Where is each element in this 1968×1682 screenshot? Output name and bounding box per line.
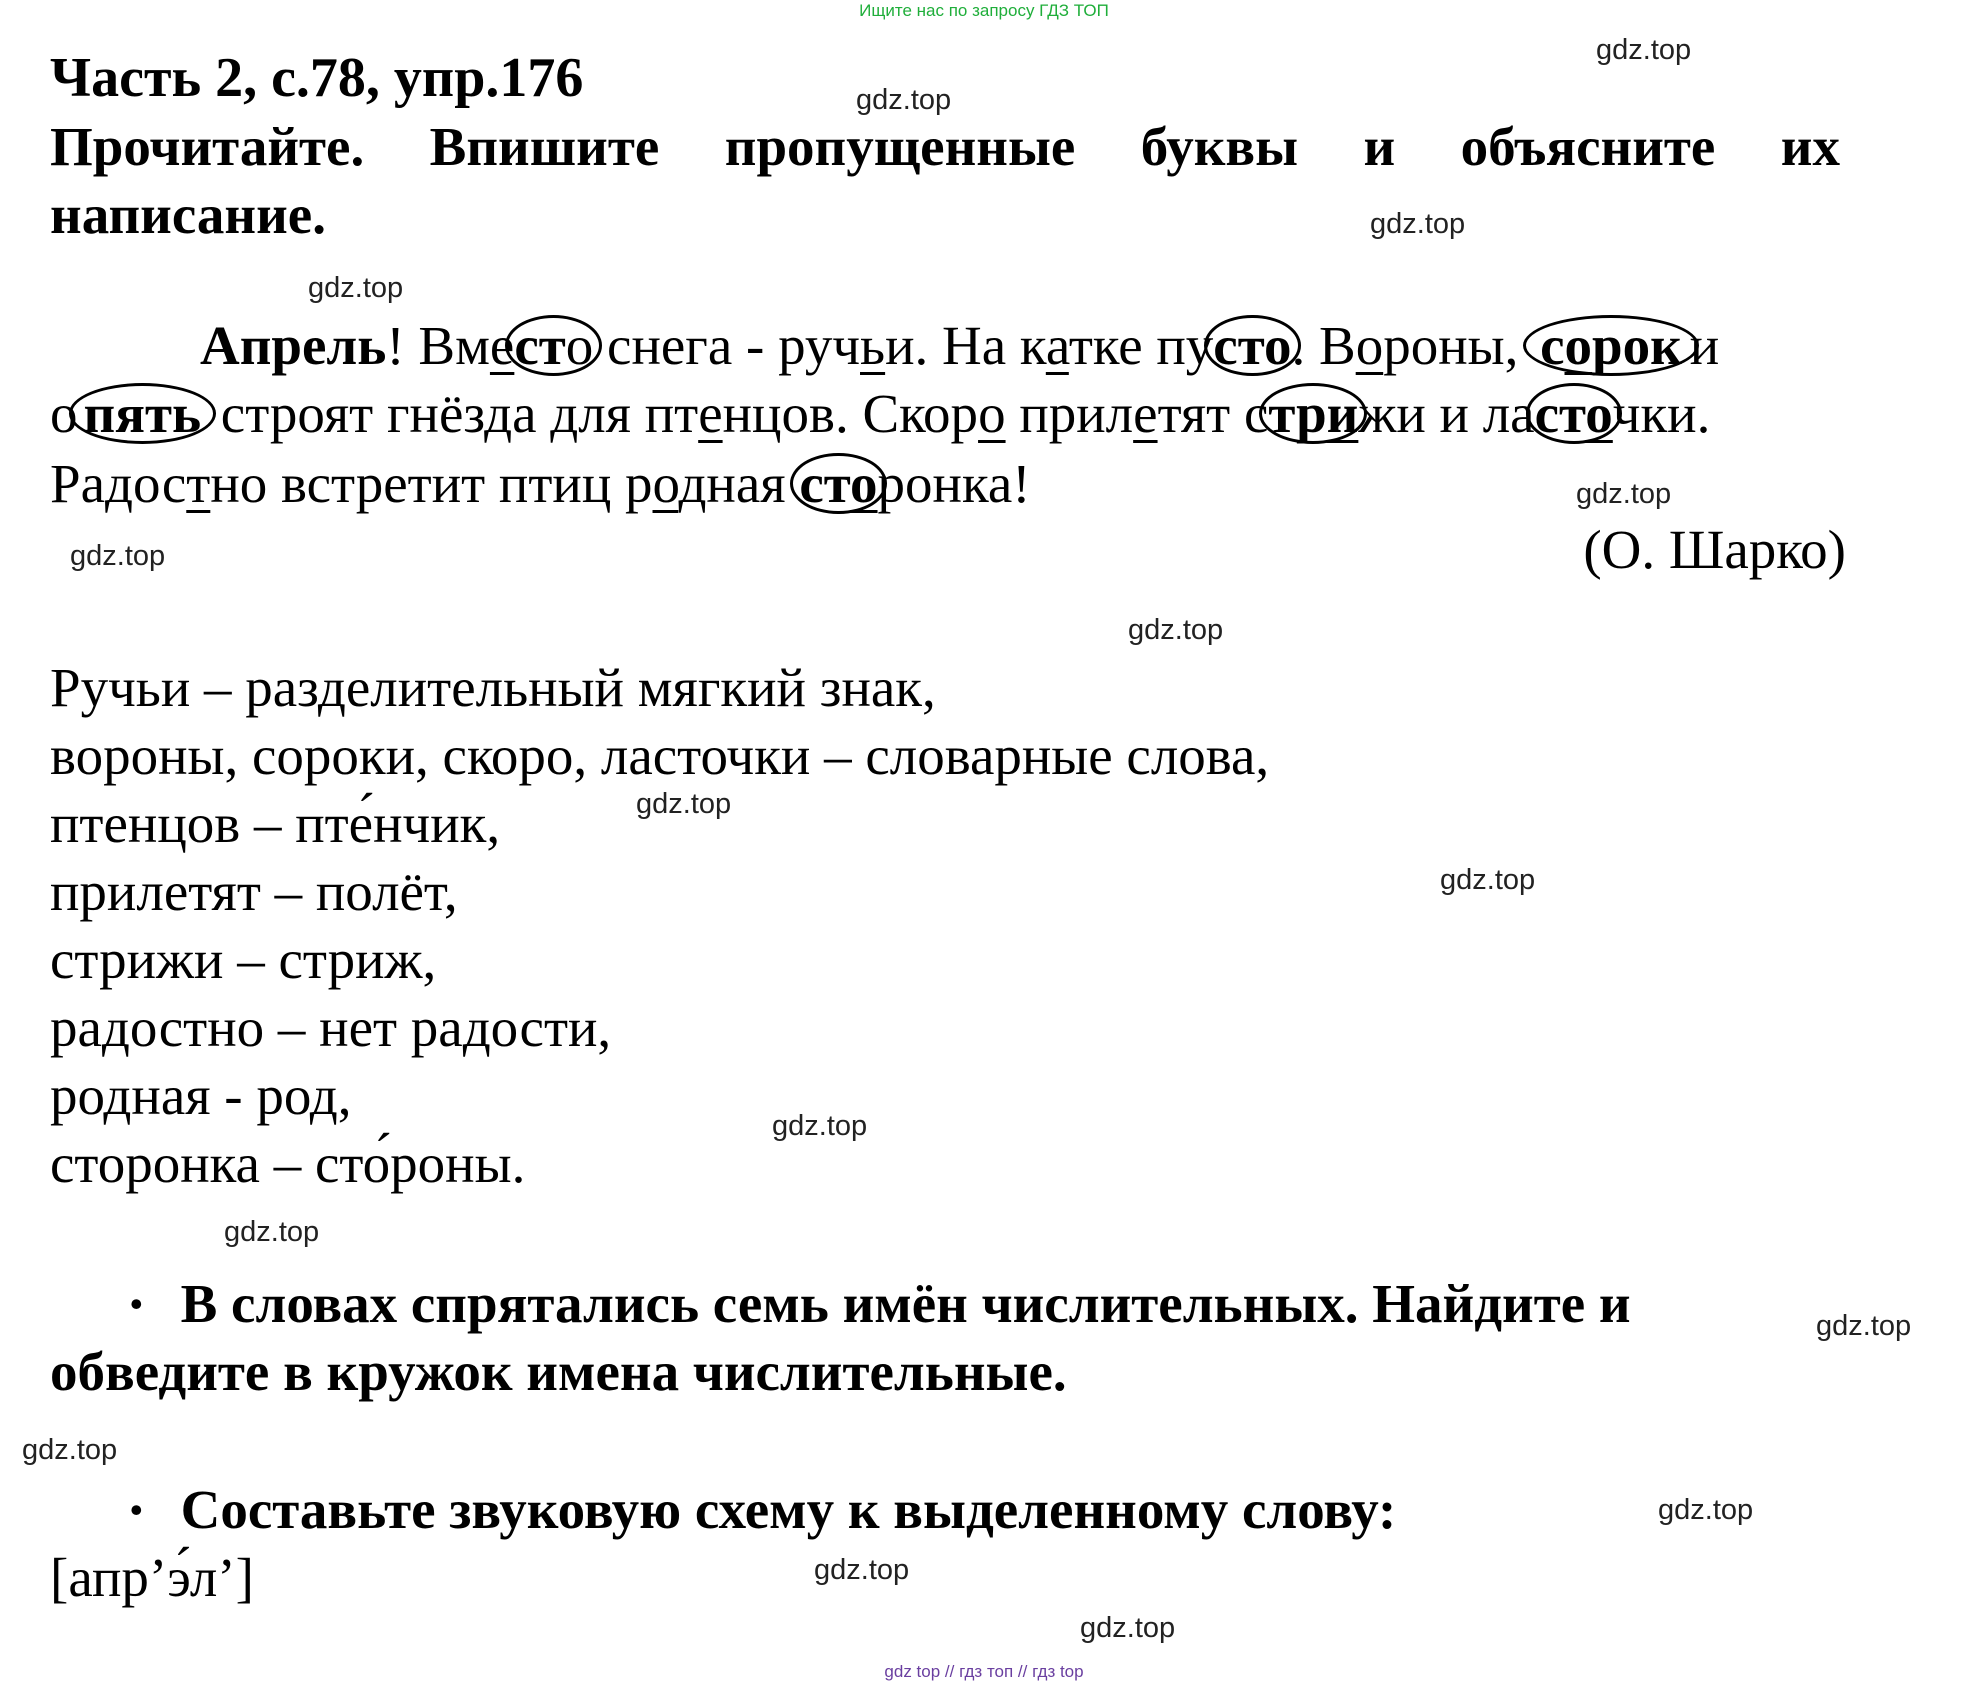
watermark: gdz.top (1816, 1310, 1912, 1342)
inserted-letter: е (489, 315, 515, 376)
numeral-text: с (1540, 315, 1565, 376)
bullet-task-1 (130, 1272, 1631, 1335)
text-fragment: дная (678, 453, 800, 514)
text-fragment: но встретит птиц р (210, 453, 653, 514)
watermark: gdz.top (1080, 1612, 1176, 1644)
text-fragment: Радос (50, 453, 187, 514)
answer-line: радостно – нет радости, (50, 997, 612, 1058)
numeral-text: тр (1268, 383, 1327, 444)
page-title: Часть 2, с.78, упр.176 (50, 47, 584, 109)
text-fragment: прил (1005, 383, 1134, 444)
text-fragment: роны, (1383, 315, 1533, 376)
watermark: gdz.top (772, 1110, 868, 1142)
text-fragment: чки. (1612, 383, 1711, 444)
text-fragment: тке пу (1068, 315, 1214, 376)
watermark: gdz.top (1658, 1494, 1754, 1526)
inserted-letter: е (1133, 383, 1158, 444)
bullet-text: В словах спрятались семь имён числительных. Найдите и (180, 1273, 1631, 1334)
answer-line: прилетят – полёт, (50, 861, 458, 922)
text-fragment: и. На к (885, 315, 1046, 376)
text-fragment: . В (1291, 315, 1356, 376)
text-fragment: снега - руч (593, 315, 861, 376)
numeral-text: ст (514, 315, 566, 376)
inserted-letter: т (186, 453, 211, 514)
answer-line: птенцов – пте́нчик, (50, 793, 501, 854)
numeral-text: ст (799, 453, 851, 514)
numeral-text: пять (83, 383, 202, 444)
numeral-circle (505, 315, 602, 376)
watermark: gdz.top (1370, 208, 1466, 240)
numeral-circle (1204, 315, 1300, 376)
passage-line-2 (50, 382, 1710, 445)
top-note: Ищите нас по запросу ГДЗ ТОП (859, 1, 1109, 20)
text-fragment: тят с (1157, 383, 1269, 444)
inserted-letter: о (850, 453, 878, 514)
inserted-letter: о (1564, 315, 1592, 376)
text-fragment: о (565, 315, 594, 376)
bullet-task-2 (130, 1478, 1396, 1541)
watermark: gdz.top (814, 1554, 910, 1586)
bullet-icon: • (130, 1284, 143, 1324)
bullet-icon: • (130, 1490, 143, 1530)
inserted-letter: ь (860, 315, 886, 376)
numeral-circle (790, 453, 886, 514)
numeral-circle (69, 383, 217, 444)
watermark: gdz.top (224, 1216, 320, 1248)
answer-line: сторонка – сто́роны. (50, 1133, 526, 1194)
sound-scheme: [апр’э́л’] (50, 1547, 254, 1608)
answer-line: вороны, сороки, скоро, ласточки – словарные слова, (50, 725, 1270, 786)
inserted-letter: о (978, 383, 1006, 444)
bottom-note: gdz top // гдз топ // гдз top (884, 1662, 1084, 1681)
inserted-letter: о (652, 453, 679, 514)
numeral-text: ст (1534, 383, 1586, 444)
answer-line: стрижи – стриж, (50, 929, 437, 990)
text-fragment: о (50, 383, 78, 444)
watermark: gdz.top (1128, 614, 1224, 646)
watermark: gdz.top (856, 84, 952, 116)
watermark: gdz.top (308, 272, 404, 304)
task-line-1: Прочитайте. Впишите пропущенные буквы и объясните их (50, 116, 1840, 177)
answer-line: родная - род, (50, 1065, 352, 1126)
inserted-letter: е (698, 383, 723, 444)
text-fragment: ! Вм (386, 315, 490, 376)
inserted-letter: о (1585, 383, 1613, 444)
watermark: gdz.top (22, 1434, 118, 1466)
task-line-2: написание. (50, 184, 326, 245)
passage-line-1 (200, 314, 1719, 377)
highlighted-word: Апрель (200, 315, 387, 376)
text-fragment: ронка! (877, 453, 1031, 514)
watermark: gdz.top (636, 788, 732, 820)
numeral-text: сто (1213, 315, 1292, 376)
author-credit: (О. Шарко) (1583, 519, 1846, 580)
bullet-text: Составьте звуковую схему к выделенному слову: (180, 1479, 1397, 1540)
numeral-circle (1526, 383, 1622, 444)
text-fragment: жи и ла (1358, 383, 1535, 444)
answer-line: Ручьи – разделительный мягкий знак, (50, 657, 936, 718)
watermark: gdz.top (1596, 34, 1692, 66)
inserted-letter: и (1326, 383, 1359, 444)
text-fragment: и (1689, 315, 1720, 376)
numeral-circle (1523, 315, 1699, 376)
passage-line-3 (50, 452, 1031, 515)
watermark: gdz.top (1576, 478, 1672, 510)
inserted-letter: о (1355, 315, 1384, 376)
numeral-text: рок (1592, 315, 1682, 376)
inserted-letter: а (1045, 315, 1069, 376)
watermark: gdz.top (70, 540, 166, 572)
text-fragment: строят гнёзда для пт (207, 383, 699, 444)
watermark: gdz.top (1440, 864, 1536, 896)
bullet-task-1-line-2: обведите в кружок имена числительные. (50, 1341, 1067, 1402)
numeral-circle (1259, 383, 1367, 444)
text-fragment: нцов. Скор (722, 383, 979, 444)
